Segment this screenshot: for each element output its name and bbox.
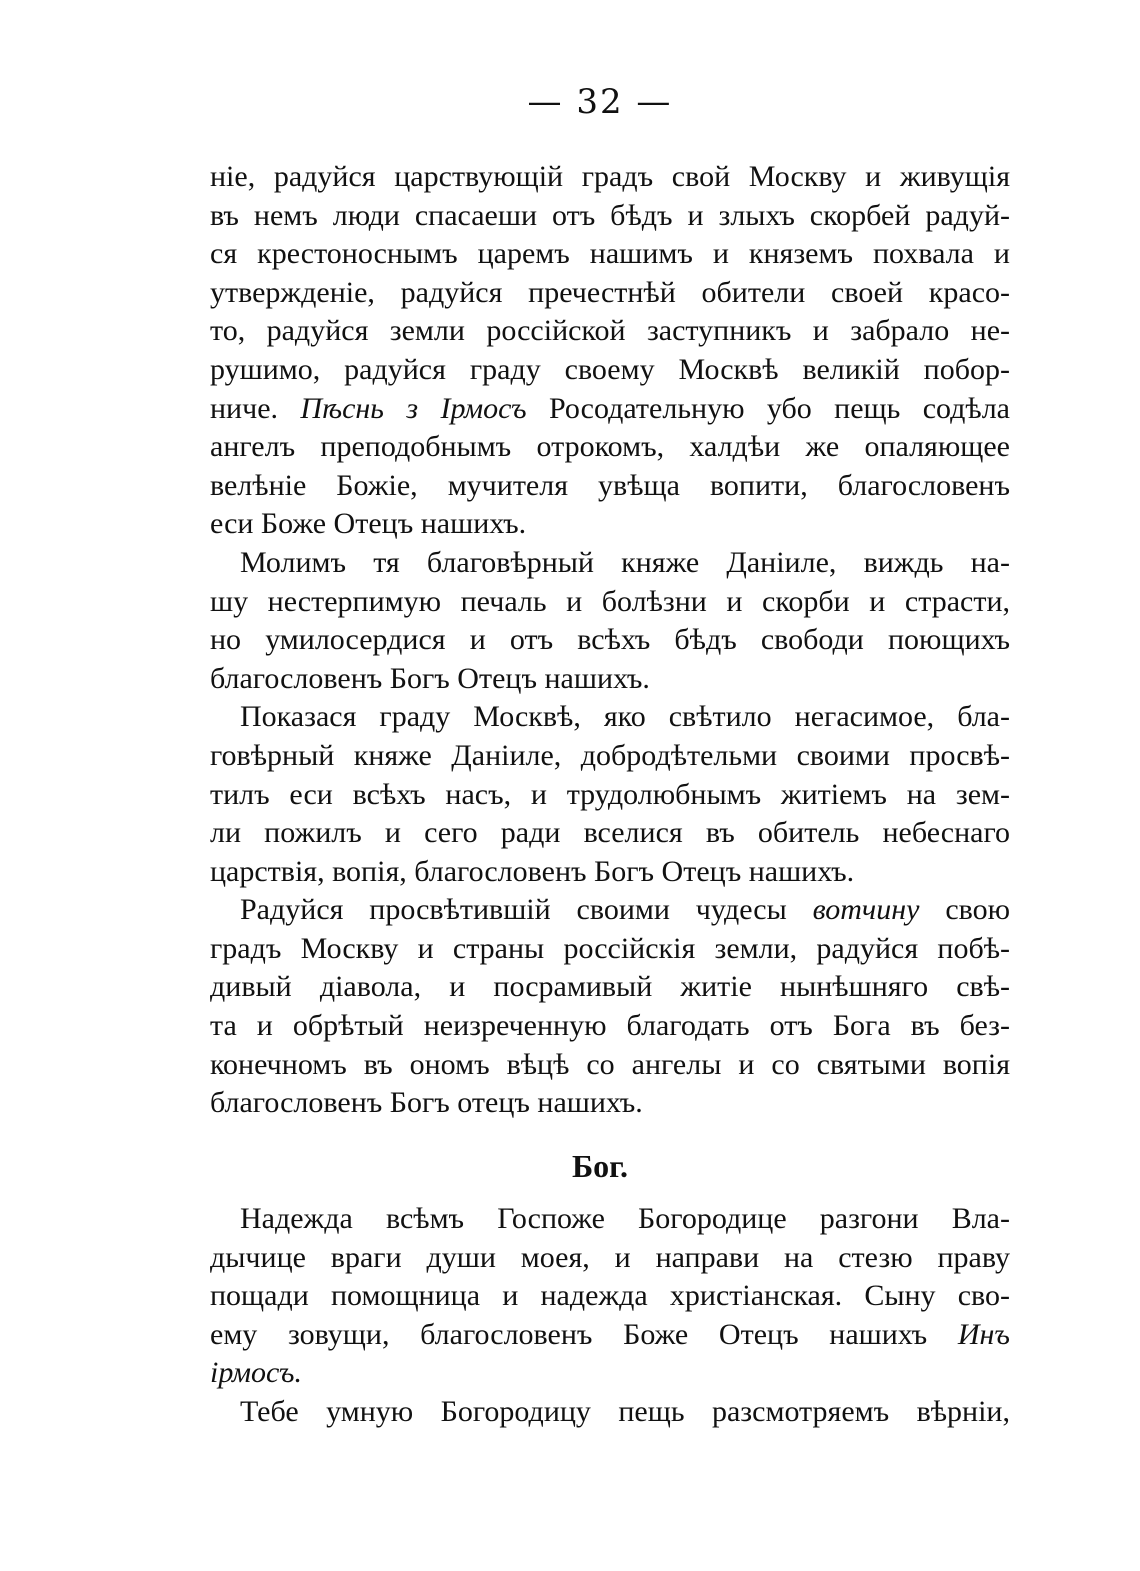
text-run: ему зовущи, благословенъ Боже Отецъ нашихъ: [210, 1317, 958, 1351]
text-line: дычице враги души моея, и направи на стезю праву: [210, 1240, 1010, 1274]
italic-rubric: Пѣснь з Ірмосъ: [300, 391, 527, 425]
italic-word: вотчину: [812, 893, 920, 927]
text-line: благословенъ Богъ Отецъ нашихъ.: [210, 661, 650, 695]
text-line: Надежда всѣмъ Госпоже Богородице разгони Вла-: [240, 1202, 1010, 1235]
text-line: тилъ еси всѣхъ насъ, и трудолюбнымъ житіемъ на зем-: [210, 777, 1010, 811]
text-line-with-italic: [210, 390, 1010, 429]
text-line: ся крестоноснымъ царемъ нашимъ и княземъ похвала и: [210, 237, 1010, 271]
text-line: ли пожилъ и сего ради вселися въ обитель небеснаго: [210, 816, 1010, 850]
text-run: ниче.: [210, 391, 301, 425]
page-number: — 32 —: [527, 82, 673, 122]
text-line: утвержденіе, радуйся пречестнѣй обители своей красо-: [210, 275, 1010, 309]
text-body-bottom: [210, 1200, 1010, 1432]
text-line: градъ Москву и страны россійскія земли, радуйся побѣ-: [210, 931, 1010, 965]
text-line: ангелъ преподобнымъ отрокомъ, халдѣи же опаляющее: [210, 430, 1010, 464]
text-run: Радуйся просвѣтившій своими чудесы: [240, 893, 813, 927]
text-run: свою: [919, 893, 1010, 927]
text-line: еси Боже Отецъ нашихъ.: [210, 507, 527, 541]
text-line: велѣніе Божіе, мучителя увѣща вопити, благословенъ: [210, 468, 1010, 502]
text-line: та и обрѣтый неизреченную благодать отъ Бога въ без-: [210, 1009, 1010, 1043]
section-heading: Бог.: [571, 1148, 629, 1184]
text-line-with-italic: [210, 891, 1010, 930]
text-line: Показася граду Москвѣ, яко свѣтило негасимое, бла-: [240, 700, 1010, 734]
text-line: царствія, вопія, благословенъ Богъ Отецъ нашихъ.: [210, 854, 855, 888]
text-line: ніе, радуйся царствующій градъ свой Москву и живущія: [210, 160, 1010, 193]
text-line: но умилосердися и отъ всѣхъ бѣдъ свободи поющихъ: [210, 623, 1010, 657]
text-line: Тебе умную Богородицу пещь разсмотряемъ вѣрніи,: [240, 1394, 1010, 1428]
text-line: въ немъ люди спасаеши отъ бѣдъ и злыхъ скорбей радуй-: [210, 198, 1010, 232]
italic-rubric-line: ірмосъ.: [210, 1356, 302, 1390]
text-line: Молимъ тя благовѣрный княже Даніиле, виждь на-: [240, 545, 1010, 579]
text-line: конечномъ въ ономъ вѣцѣ со ангелы и со святыми вопія: [210, 1047, 1010, 1081]
text-line: говѣрный княже Даніиле, добродѣтельми своими просвѣ-: [210, 738, 1010, 772]
text-run: Росодательную убо пещь содѣла: [526, 391, 1010, 425]
text-body-top: [210, 158, 1010, 1123]
text-line: рушимо, радуйся граду своему Москвѣ великій побор-: [210, 352, 1010, 386]
text-line: шу нестерпимую печаль и болѣзни и скорби и страсти,: [210, 584, 1010, 618]
text-line: пощади помощница и надежда христіанская. Сыну сво-: [210, 1279, 1010, 1313]
text-line: благословенъ Богъ отецъ нашихъ.: [210, 1086, 643, 1120]
text-line-with-italic: [210, 1316, 1010, 1355]
italic-rubric: Инъ: [957, 1317, 1010, 1351]
text-line: то, радуйся земли россійской заступникъ и забрало не-: [210, 314, 1010, 348]
text-line: дивый діавола, и посрамивый житіе нынѣшняго свѣ-: [210, 970, 1010, 1004]
